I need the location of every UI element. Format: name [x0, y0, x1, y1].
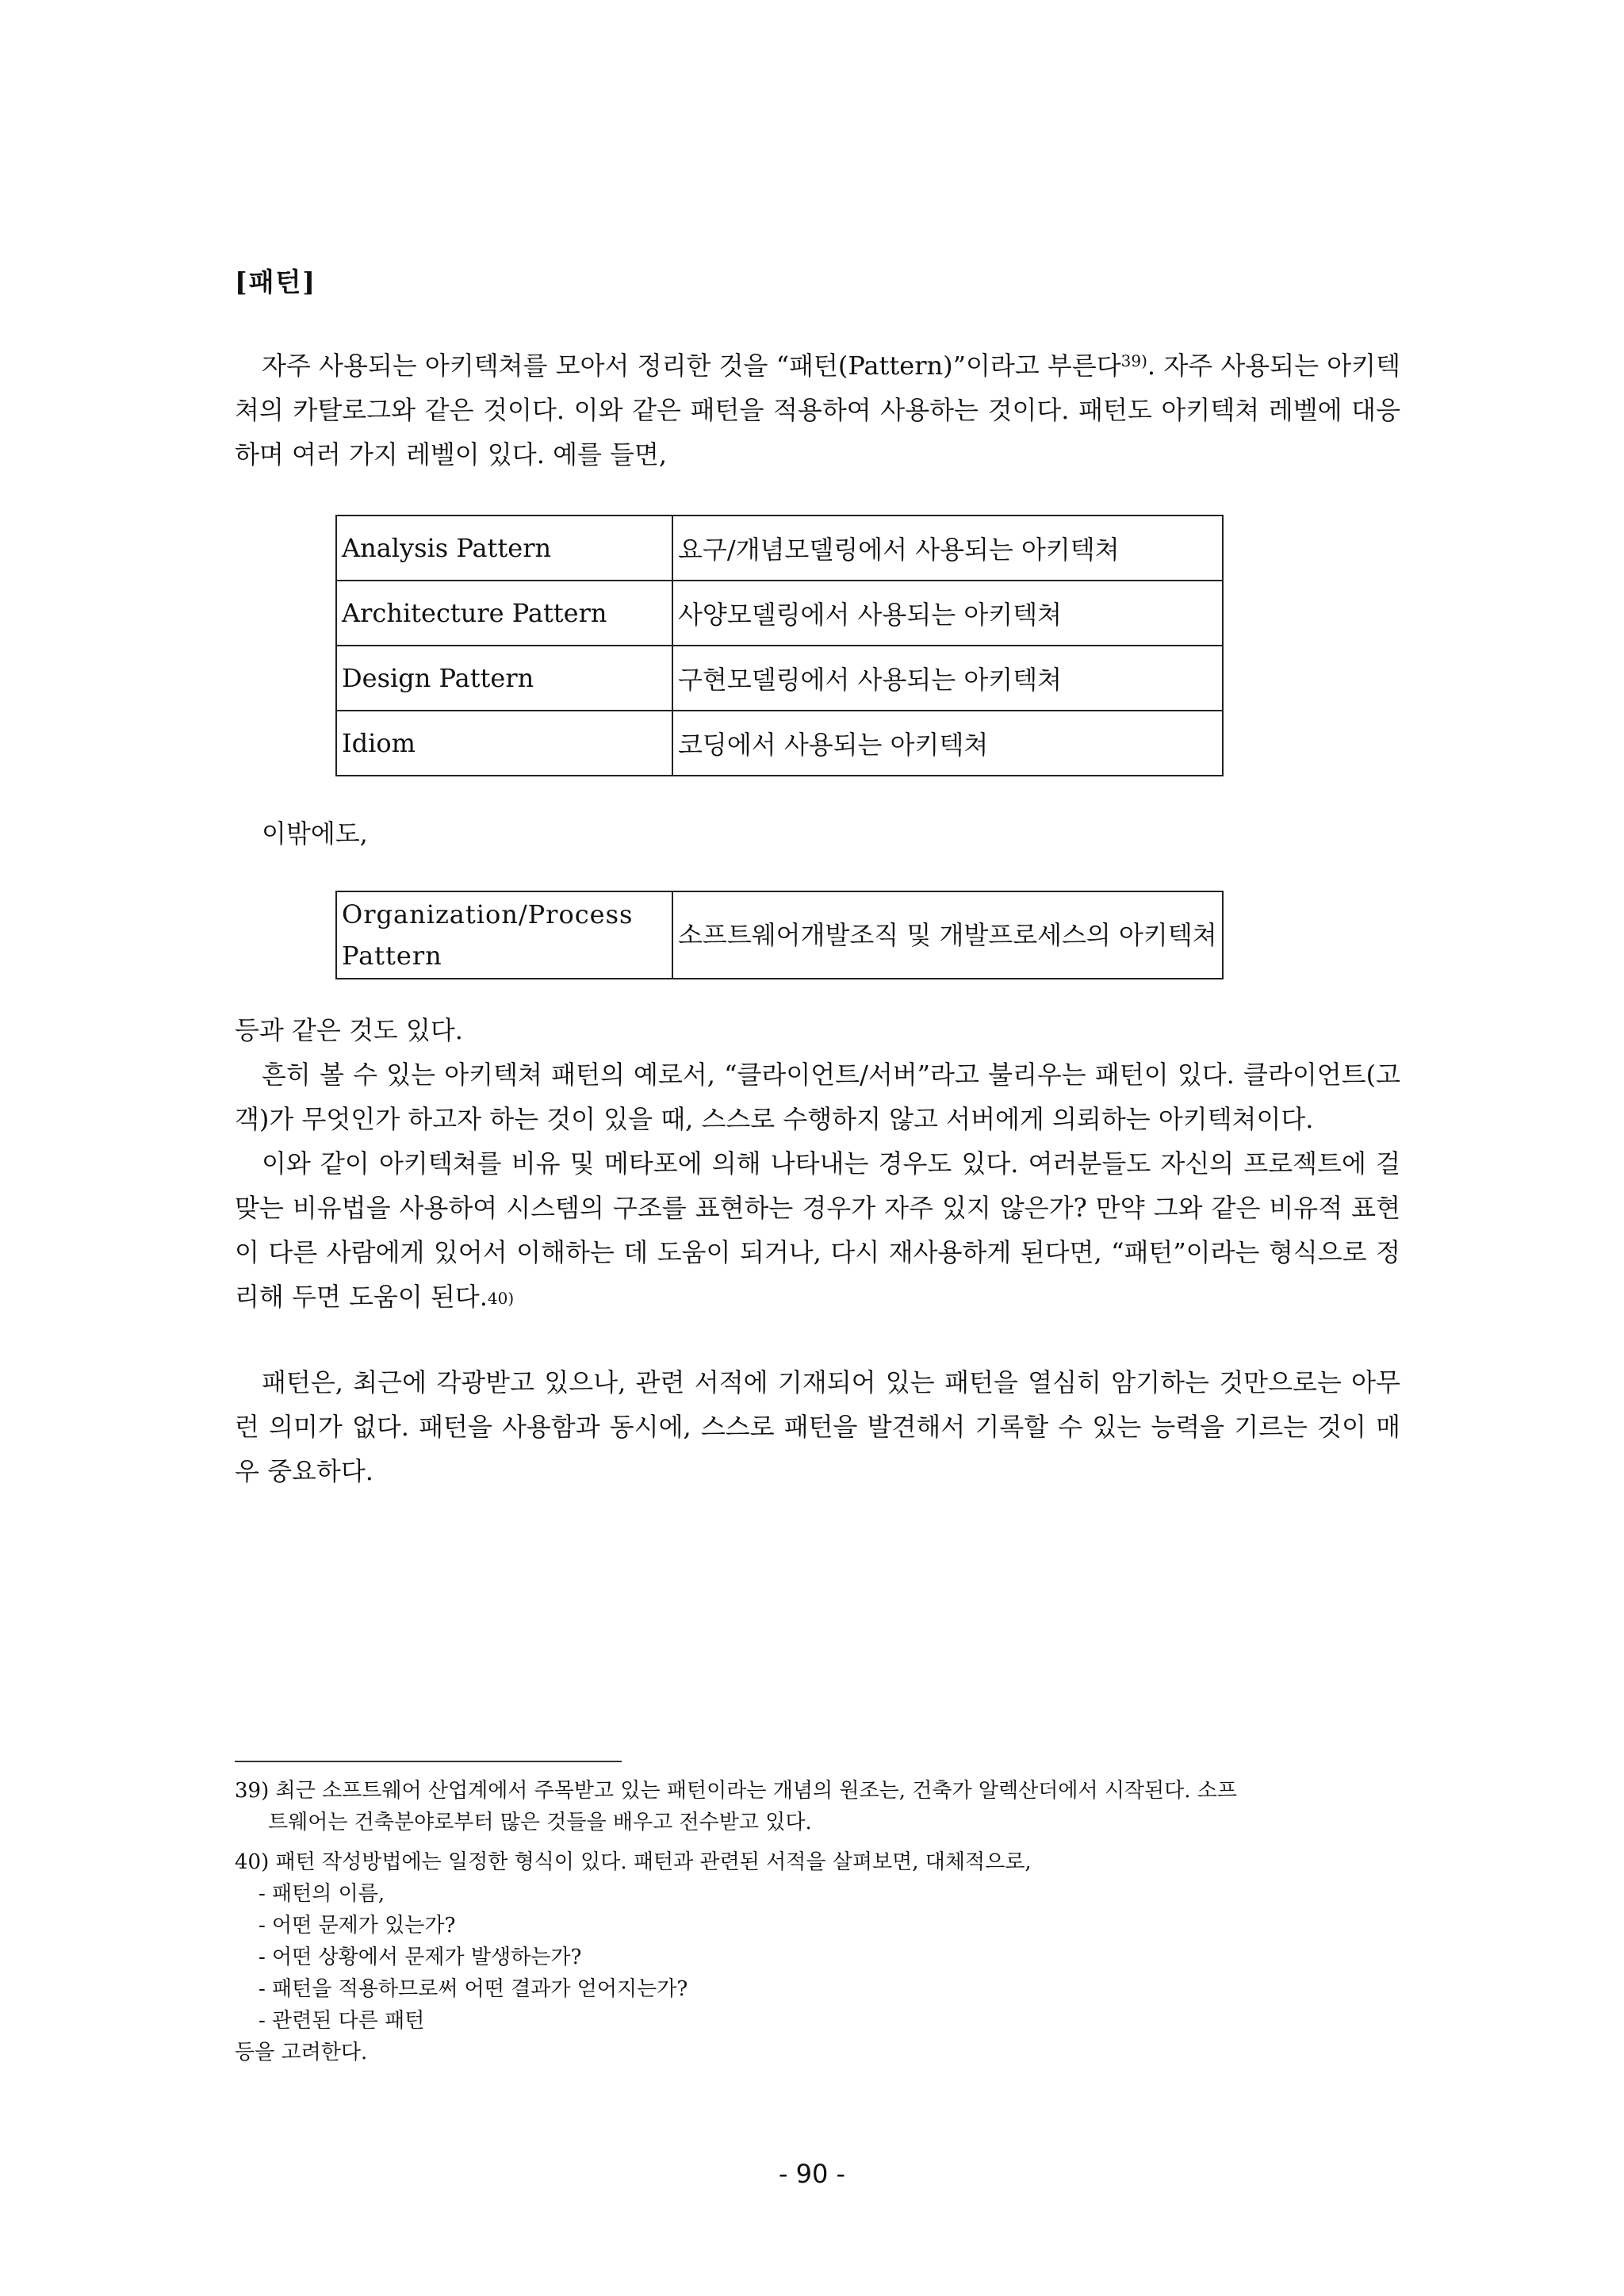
list-item: - 어떤 상황에서 문제가 발생하는가? — [259, 1945, 582, 1969]
pattern-name: Idiom — [336, 711, 672, 776]
list-item: - 어떤 문제가 있는가? — [259, 1914, 456, 1938]
list-item: - 패턴을 적용하므로써 어떤 결과가 얻어지는가? — [259, 1977, 688, 2001]
footnote-text: 최근 소프트웨어 산업계에서 주목받고 있는 패턴이라는 개념의 원조는, 건축가 알렉산더에서 시작된다. 소프 — [275, 1779, 1238, 1803]
pattern-name: Architecture Pattern — [336, 581, 672, 646]
footnotes — [235, 1775, 1400, 2076]
footnote-text-continued: 트웨어는 건축분야로부터 많은 것들을 배우고 전수받고 있다. — [268, 1811, 812, 1834]
besides-text: 이밖에도, — [262, 818, 368, 849]
list-item: - 패턴의 이름, — [259, 1882, 385, 1906]
footnote-label: 39) — [235, 1779, 270, 1803]
org-pattern-name: Organization/Process Pattern — [336, 891, 672, 979]
section-heading: [패턴] — [235, 266, 316, 297]
pattern-name: Analysis Pattern — [336, 516, 672, 581]
footnote-40 — [235, 1846, 1400, 2068]
pattern-desc: 구현모델링에서 사용되는 아키텍쳐 — [672, 646, 1223, 711]
table-row — [336, 581, 1223, 646]
footnote-ref-39[interactable]: 39) — [1120, 351, 1147, 370]
intro-text-continued: . 자주 사용되는 아키텍쳐의 카탈로그와 같은 것이다. 이와 같은 패턴을 적용하여 사용하는 것이다. 패턴도 아키텍쳐 레벨에 대응하며 여러 가지 레벨이 있다. 예를 들면, — [235, 351, 1400, 470]
pattern-name: Design Pattern — [336, 646, 672, 711]
org-pattern-desc: 소프트웨어개발조직 및 개발프로세스의 아키텍쳐 — [672, 891, 1223, 979]
table-row — [336, 711, 1223, 776]
footnote-text: 패턴 작성방법에는 일정한 형식이 있다. 패턴과 관련된 서적을 살펴보면, 대체적으로, — [275, 1850, 1032, 1874]
footnote-closing: 등을 고려한다. — [235, 2041, 368, 2064]
table-row — [336, 891, 1223, 979]
table-row — [336, 516, 1223, 581]
pattern-desc: 코딩에서 사용되는 아키텍쳐 — [672, 711, 1223, 776]
page-number: - 90 - — [778, 2159, 846, 2189]
pattern-desc: 사양모델링에서 사용되는 아키텍쳐 — [672, 581, 1223, 646]
client-server-paragraph: 흔히 볼 수 있는 아키텍쳐 패턴의 예로서, “클라이언트/서버”라고 불리우는 패턴이 있다. 클라이언트(고객)가 무엇인가 하고자 하는 것이 있을 때, 스스로 수행하지 않고 서버에게 의뢰하는 아키텍쳐이다. — [235, 1060, 1400, 1134]
intro-paragraph — [235, 343, 1400, 477]
footnote-divider — [235, 1761, 622, 1762]
footnote-label: 40) — [235, 1850, 270, 1874]
table-row — [336, 646, 1223, 711]
footnote-39 — [235, 1775, 1400, 1838]
intro-text: 자주 사용되는 아키텍쳐를 모아서 정리한 것을 “패턴(Pattern)”이라고 부른다 — [262, 351, 1121, 381]
after-table-text: 등과 같은 것도 있다. — [235, 1015, 463, 1045]
pattern-table — [335, 515, 1224, 776]
list-item: - 관련된 다른 패턴 — [259, 2009, 425, 2033]
pattern-desc: 요구/개념모델링에서 사용되는 아키텍쳐 — [672, 516, 1223, 581]
metaphor-text: 이와 같이 아키텍쳐를 비유 및 메타포에 의해 나타내는 경우도 있다. 여러분들도 자신의 프로젝트에 걸맞는 비유법을 사용하여 시스템의 구조를 표현하는 경우가 자주 있지 않은가? 만약 그와 같은 비유적 표현이 다른 사람에게 있어서 이해하는 데 도움이 되거나, 다시 재사용하게 된다면, “패턴”이라는 형식으로 정리해 두면 도움이 된다. — [235, 1148, 1400, 1312]
footnote-list — [235, 1878, 1400, 2037]
footnote-ref-40[interactable]: 40) — [487, 1289, 515, 1308]
org-pattern-table — [335, 891, 1224, 979]
closing-paragraph: 패턴은, 최근에 각광받고 있으나, 관련 서적에 기재되어 있는 패턴을 열심히 암기하는 것만으로는 아무런 의미가 없다. 패턴을 사용함과 동시에, 스스로 패턴을 발견해서 기록할 수 있는 능력을 기르는 것이 매우 중요하다. — [235, 1367, 1400, 1486]
metaphor-paragraph — [235, 1141, 1400, 1320]
main-content — [235, 262, 1400, 1493]
